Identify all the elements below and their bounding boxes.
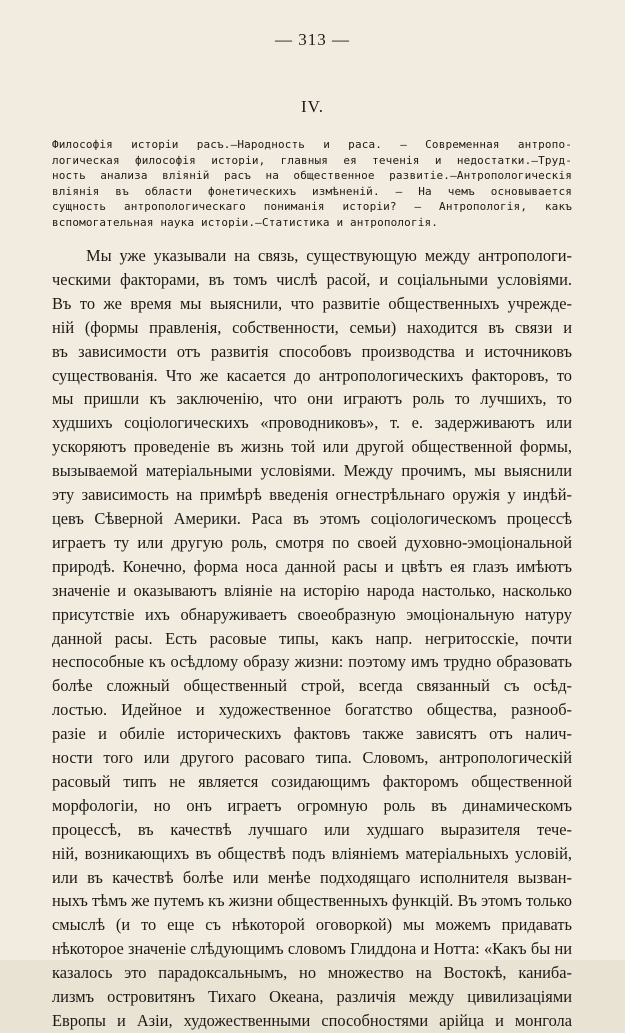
body-line: болѣе сложный общественный строй, всегда связанный съ осѣд- bbox=[52, 676, 572, 696]
body-line: процессѣ, въ качествѣ лучшаго или худшаго выразителя тече- bbox=[52, 819, 572, 839]
body-line: природѣ. Конечно, форма носа данной расы и цвѣтъ ея глазъ имѣютъ bbox=[52, 556, 572, 576]
body-line: ній, возникающихъ въ обществѣ подъ вліяніемъ матеріальныхъ условій, bbox=[52, 843, 572, 863]
body-line: неспособные къ осѣдлому образу жизни: поэтому имъ трудно образовать bbox=[52, 652, 572, 672]
body-line: вызываемой матеріальными условіями. Между прочимъ, мы выяснили bbox=[52, 461, 572, 481]
summary-line: вспомогательная наука исторіи.—Статистика и антропологія. bbox=[52, 215, 439, 229]
body-line: эту зависимость на примѣрѣ введенія огнестрѣльнаго оружія у индѣй- bbox=[52, 485, 572, 505]
body-line: ныхъ тѣмъ же путемъ къ жизни общественныхъ функцій. Въ этомъ только bbox=[52, 891, 572, 911]
body-line: ческими факторами, въ томъ числѣ расой, и соціальными условіями. bbox=[52, 269, 572, 289]
body-line: значеніе и оказываютъ вліяніе на исторію народа настолько, насколько bbox=[52, 580, 572, 600]
body-line: въ зависимости отъ развитія способовъ производства и источниковъ bbox=[52, 341, 572, 361]
summary-line: ность анализа вліяній расъ на общественное развитіе.—Антропологическія bbox=[52, 169, 572, 183]
body-line: или въ качествѣ болѣе или менѣе подходящаго исполнителя вызван- bbox=[52, 867, 572, 887]
body-line: расовый типъ не является созидающимъ факторомъ общественной bbox=[52, 771, 572, 791]
body-line: играетъ ту или другую роль, смотря по своей духовно-эмоціональной bbox=[52, 532, 572, 552]
body-line: нѣкоторое значеніе слѣдующимъ словомъ Глиддона и Нотта: «Какъ бы ни bbox=[52, 939, 572, 959]
summary-line: логическая философія исторіи, главныя ея теченія и недостатки.—Труд- bbox=[52, 153, 572, 167]
chapter-heading: IV. bbox=[301, 97, 324, 116]
body-line: ускоряютъ проведеніе въ жизнь той или другой общественной формы, bbox=[52, 437, 572, 457]
summary-line: сущность антропологическаго пониманія исторіи? — Антропологія, какъ bbox=[52, 200, 572, 214]
body-line: ности того или другого расоваго типа. Словомъ, антропологическій bbox=[52, 748, 572, 768]
body-line: Мы уже указывали на связь, существующую между антропологи- bbox=[86, 246, 572, 265]
body-line: худшихъ соціологическихъ «проводниковъ», т. е. задерживаютъ или bbox=[52, 413, 572, 433]
summary-line: Философія исторіи расъ.—Народность и раса. — Современная антропо- bbox=[52, 138, 572, 151]
body-line: казалось это парадоксальнымъ, но множество на Востокѣ, каниба- bbox=[52, 963, 572, 983]
body-text bbox=[52, 244, 572, 1033]
body-line: смыслѣ (и то еще съ нѣкоторой оговоркой) мы можемъ придавать bbox=[52, 915, 572, 935]
page-number: — 313 — bbox=[275, 30, 350, 49]
body-line: мы пришли къ заключенію, что они играютъ роль то лучшихъ, то bbox=[52, 389, 572, 409]
body-line: ній (формы правленія, собственности, семьи) находится въ связи и bbox=[52, 317, 572, 337]
body-line: присутствіе ихъ обнаруживаетъ своеобразную эмоціональную натуру bbox=[52, 604, 572, 624]
body-line: разіе и обиліе историческихъ фактовъ также зависятъ отъ налич- bbox=[52, 724, 572, 744]
body-line: цевъ Сѣверной Америки. Раса въ этомъ соціологическомъ процессѣ bbox=[52, 508, 572, 528]
chapter-summary bbox=[52, 137, 572, 231]
body-line: данной расы. Есть расовые типы, какъ напр. негритосскіе, почти bbox=[52, 628, 572, 648]
body-line: Въ то же время мы выяснили, что развитіе общественныхъ учрежде- bbox=[52, 293, 572, 313]
summary-line: вліянія въ области фонетическихъ измѣненій. — На чемъ основывается bbox=[52, 184, 572, 198]
body-line: лостью. Идейное и художественное богатство общества, разнооб- bbox=[52, 700, 572, 720]
body-line: Европы и Азіи, художественными способностями арійца и монгола bbox=[52, 1011, 572, 1030]
body-line: лизмъ островитянъ Тихаго Океана, различія между цивилизаціями bbox=[52, 987, 572, 1007]
body-line: морфологіи, но онъ играетъ огромную роль въ динамическомъ bbox=[52, 795, 572, 815]
body-line: существованія. Что же касается до антропологическихъ факторовъ, то bbox=[52, 365, 572, 385]
